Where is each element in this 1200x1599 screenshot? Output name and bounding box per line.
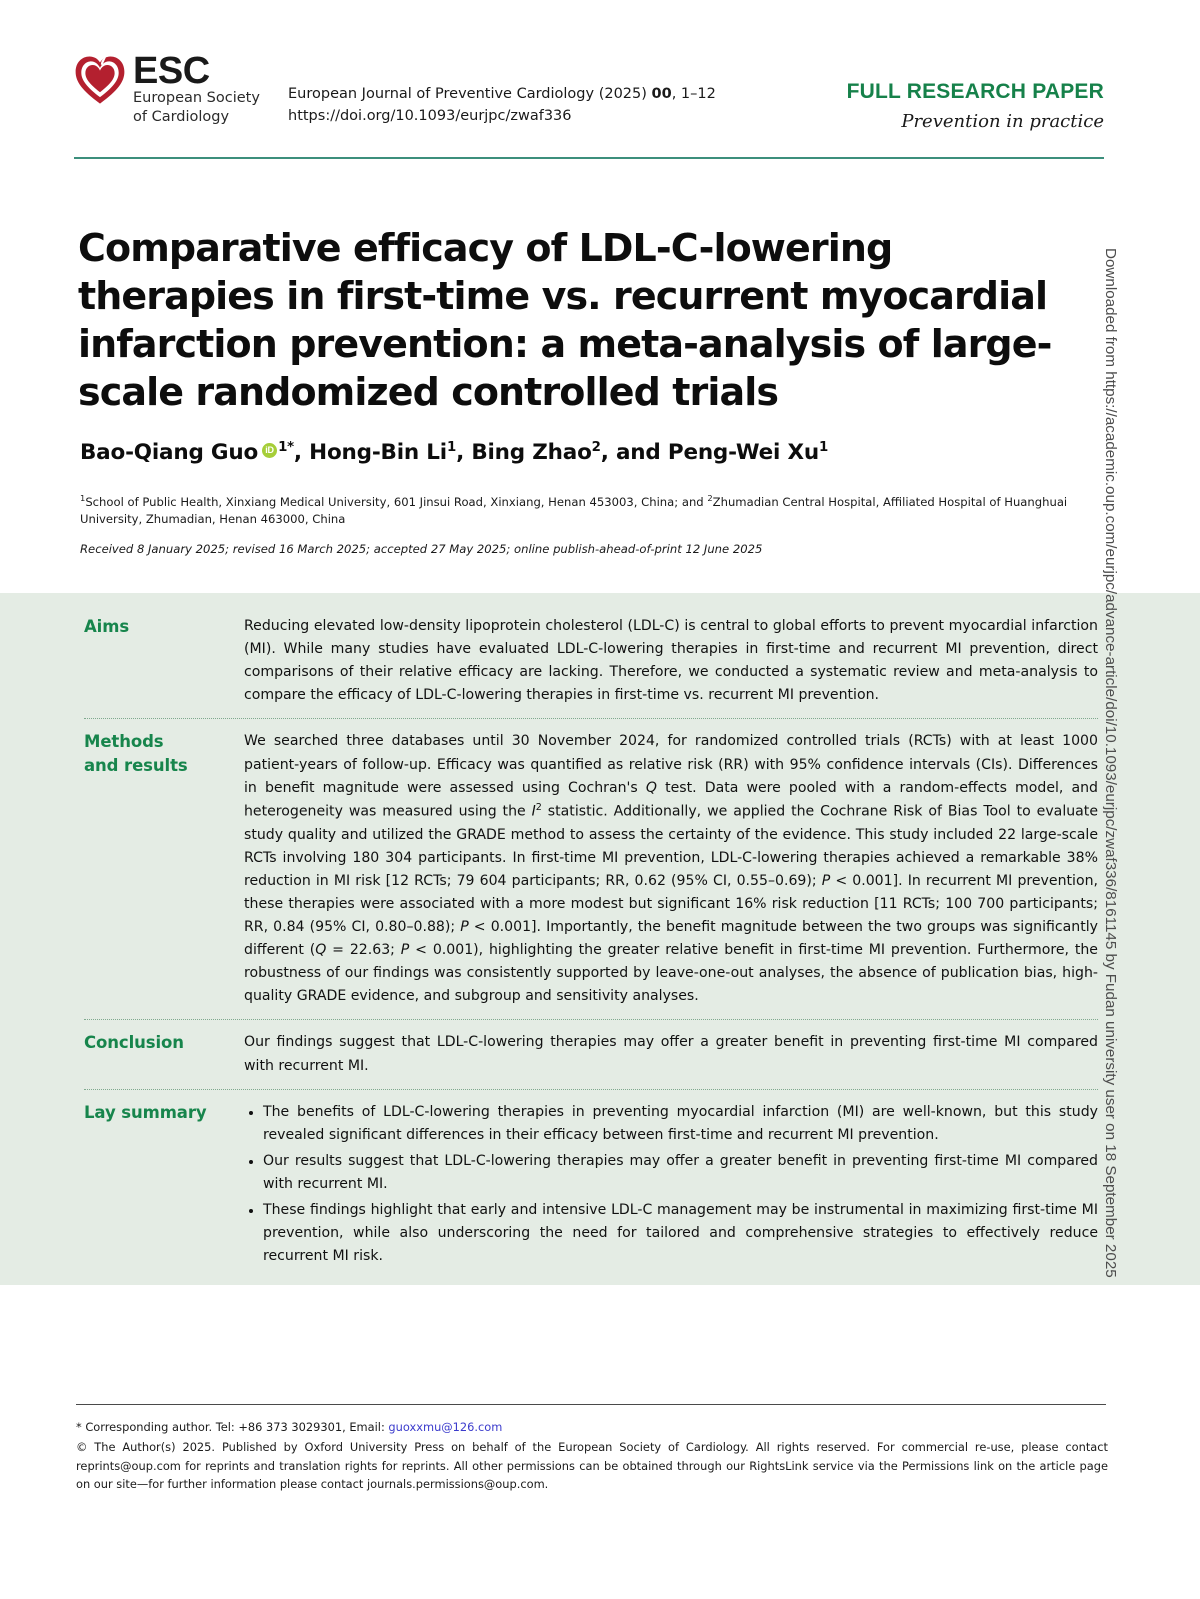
abstract-text-aims: Reducing elevated low-density lipoprotein cholesterol (LDL-C) is central to global efforts to prevent myocardial infarction (MI). While many studies have evaluated LDL-C-lowering therapies in first-time and recurrent MI prevention, direct comparisons of their relative efficacy are lacking. Therefore, we conducted a systematic review and meta-analysis to compare the efficacy of LDL-C-lowering therapies in first-time vs. recurrent MI prevention. [244,618,1098,704]
journal-citation-line [288,83,716,105]
journal-doi[interactable]: https://doi.org/10.1093/eurjpc/zwaf336 [288,108,572,125]
masthead-divider [74,157,1104,159]
list-item: • The benefits of LDL-C-lowering therapies in preventing myocardial infarction (MI) are well-known, but this study revealed significant differences in their efficacy between first-time and recurrent MI prevention. [263,1101,1098,1147]
abstract-label-conclusion: Conclusion [84,1033,184,1053]
paper-type-block [847,52,1104,132]
footnotes [76,1418,1108,1493]
abstract-label-lay-summary: Lay summary [84,1102,207,1122]
journal-citation-pre: European Journal of Preventive Cardiology (2025) [288,86,652,102]
orcid-icon[interactable] [262,443,277,458]
list-item: • Our results suggest that LDL-C-lowering therapies may offer a greater benefit in preventing first-time MI compared with recurrent MI. [263,1150,1098,1196]
journal-citation [288,52,716,128]
esc-name-line2: of Cardiology [133,108,230,125]
abstract-text-methods: We searched three databases until 30 November 2024, for randomized controlled trials (RCTs) with at least 1000 patient-years of follow-up. Efficacy was quantified as relative risk (RR) with 95% confidence intervals (CIs). Differences in benefit magnitude were assessed using Cochran's Q test. Data were pooled with a random-effects model, and heterogeneity was measured using the $I^2$ statistic. Additionally, we applied the Cochrane Risk of Bias Tool to evaluate study quality and utilized the GRADE method to assess the certainty of the evidence. This study included 22 large-scale RCTs involving 180 304 participants. In first-time MI prevention, LDL-C-lowering therapies achieved a remarkable 38% reduction in MI risk [12 RCTs; 79 604 participants; RR, 0.62 (95% CI, 0.55–0.69); P < 0.001]. In recurrent MI prevention, these therapies were associated with a more modest but significant 16% risk reduction [11 RCTs; 100 700 participants; RR, 0.84 (95% CI, 0.80–0.88); P < 0.001]. Importantly, the benefit magnitude between the two groups was significantly different (Q = 22.63; P < 0.001), highlighting the greater relative benefit in first-time MI prevention. Furthermore, the robustness of our findings was consistently supported by leave-one-out analyses, the absence of publication bias, high-quality GRADE evidence, and subgroup and sensitivity analyses. [244,733,1099,1005]
abstract-section-lay-summary [84,1101,1098,1272]
abstract-section-conclusion [84,1031,1098,1077]
author-2-affil-mark: 1 [446,440,457,455]
esc-full-name [133,90,260,125]
affil-mark-1: 1 [80,493,86,503]
author-4-affil-mark: 1 [818,440,829,455]
affil-mark-2: 2 [707,493,713,503]
abstract-label-methods [84,730,244,778]
author-3-affil-mark: 2 [591,440,601,455]
author-3: Bing Zhao [471,440,592,466]
abstract-section-methods [84,730,1098,1008]
abstract-text-conclusion: Our findings suggest that LDL-C-lowering therapies may offer a greater benefit in preventing first-time MI compared with recurrent MI. [244,1034,1098,1074]
abstract-divider-1 [84,718,1098,719]
abstract-divider-2 [84,1019,1098,1020]
paper-type-label: FULL RESEARCH PAPER [846,80,1104,103]
article-history: Received 8 January 2025; revised 16 March 2025; accepted 27 May 2025; online publish-ahead-of-print 12 June 2025 [80,542,763,556]
copyright-note: © The Author(s) 2025. Published by Oxford University Press on behalf of the European Society of Cardiology. All rights reserved. For commercial re-use, please contact reprints@oup.com for reprints and translation rights for reprints. All other permissions can be obtained through our RightsLink service via the Permissions link on the article page on our site—for further information please contact journals.permissions@oup.com. [76,1440,1108,1491]
corresponding-author-prefix: * Corresponding author. Tel: +86 373 3029301, Email: [76,1420,389,1434]
esc-name-line1: European Society [133,90,260,107]
esc-acronym: ESC [133,50,210,92]
esc-logo [74,52,274,126]
lay-summary-list [244,1101,1098,1269]
author-1: Bao-Qiang Guo [80,440,259,466]
author-1-affil-mark: 1* [278,440,294,455]
author-4: Peng-Wei Xu [667,440,819,466]
footer-divider [76,1404,1106,1405]
journal-pages: , 1–12 [671,86,716,102]
abstract-divider-3 [84,1089,1098,1090]
journal-volume: 00 [651,86,672,102]
page-title: Comparative efficacy of LDL-C-lowering therapies in first-time vs. recurrent myocardial infarction prevention: a meta-analysis of large-scale randomized controlled trials [78,226,1052,415]
paper-subtype-label: Prevention in practice [901,111,1104,132]
corresponding-author-note [76,1418,1108,1436]
download-provenance-watermark [1102,248,1119,278]
list-item: • These findings highlight that early and intensive LDL-C management may be instrumental in maximizing first-time MI prevention, while also underscoring the need for tailored and comprehensive strategies to effectively reduce recurrent MI risk. [263,1199,1098,1268]
masthead [74,52,1104,152]
abstract-label-methods-line1: Methods [84,732,164,752]
author-list: Bao-Qiang Guo iD $^{1*}$, Hong-Bin Li$^1$, Bing Zhao$^2$, and Peng-Wei Xu$^1$ [80,440,1090,465]
abstract-label-methods-line2: and results [84,756,188,776]
esc-heart-icon [74,54,126,106]
affiliations: $^1$School of Public Health, Xinxiang Medical University, 601 Jinsui Road, Xinxiang, Henan 453003, China; and $^2$Zhumadian Central Hospital, Affiliated Hospital of Huanghuai University, Zhumadian, Henan 463000, China [80,493,1068,527]
abstract-text-lay-summary [244,1101,1098,1272]
corresponding-author-email-link[interactable]: guoxxmu@126.com [388,1420,503,1434]
abstract-label-aims: Aims [84,617,130,636]
abstract-section-aims [84,615,1098,707]
author-2: Hong-Bin Li [309,440,447,466]
esc-wordmark [133,52,274,126]
abstract-panel [0,593,1200,1285]
